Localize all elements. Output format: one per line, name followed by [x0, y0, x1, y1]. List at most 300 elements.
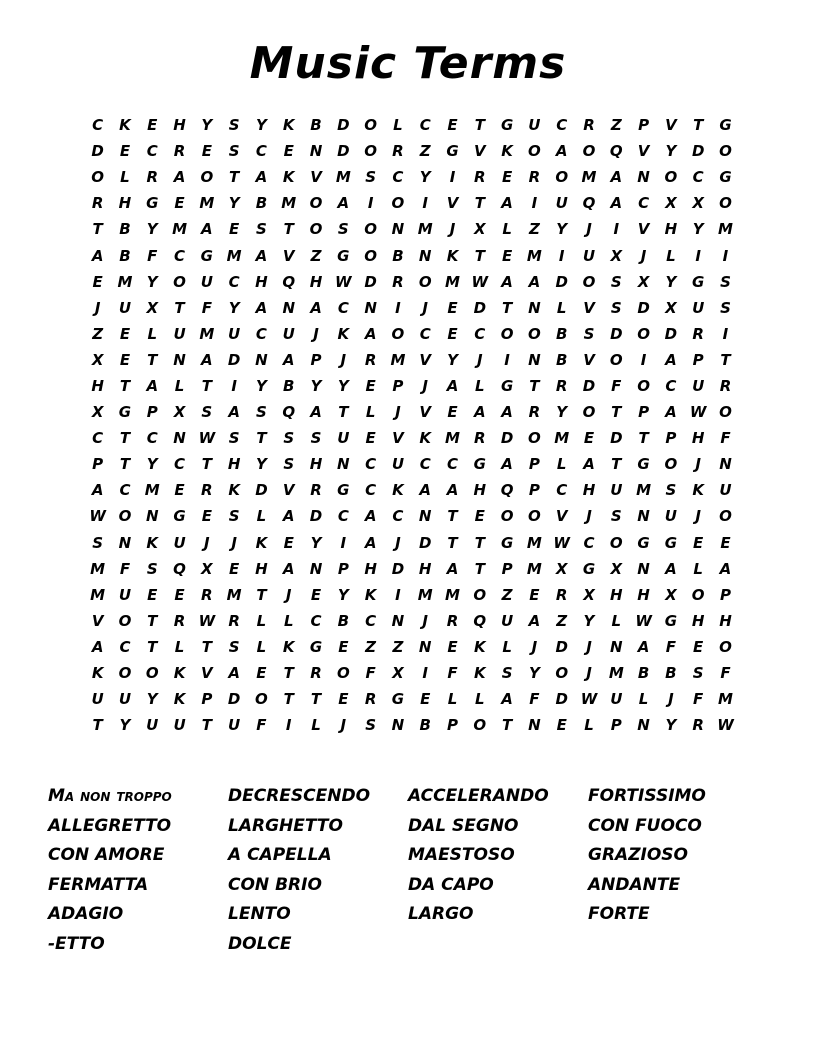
grid-letter: B	[119, 246, 131, 265]
grid-letter: G	[500, 533, 514, 552]
grid-letter: A	[501, 403, 513, 422]
grid-letter: I	[722, 324, 729, 343]
grid-letter: A	[282, 507, 295, 526]
grid-letter: A	[665, 350, 677, 369]
grid-letter: E	[147, 116, 158, 135]
grid-letter: I	[695, 246, 701, 265]
grid-letter: T	[501, 716, 513, 735]
grid-letter: E	[501, 246, 513, 265]
grid-letter: P	[392, 376, 404, 395]
grid-letter: E	[256, 664, 267, 683]
grid-letter: M	[281, 194, 297, 213]
grid-letter: J	[449, 220, 456, 239]
grid-letter: A	[364, 533, 377, 552]
grid-letter: L	[502, 637, 512, 656]
word-list-item: ANDANTE	[588, 874, 681, 895]
grid-letter: X	[146, 298, 159, 317]
grid-letter: S	[720, 272, 731, 291]
grid-letter: H	[473, 481, 487, 500]
grid-letter: P	[528, 481, 540, 500]
grid-letter: R	[364, 350, 377, 369]
grid-letter: R	[310, 481, 322, 500]
grid-letter: F	[693, 690, 704, 709]
grid-letter: N	[637, 559, 650, 578]
word-list-item: DECRESCENDO	[228, 786, 371, 806]
grid-letter: H	[91, 376, 104, 395]
grid-letter: D	[555, 272, 568, 291]
grid-letter: L	[447, 690, 458, 709]
grid-letter: D	[637, 298, 650, 317]
grid-letter: M	[390, 350, 406, 369]
word-list-item: GRAZIOSO	[588, 845, 688, 866]
grid-letter: R	[555, 376, 568, 395]
grid-letter: X	[665, 298, 677, 317]
grid-letter: F	[720, 664, 731, 683]
grid-letter: D	[391, 559, 405, 578]
grid-letter: U	[555, 194, 568, 213]
word-list-item: MAESTOSO	[408, 845, 515, 866]
grid-letter: I	[722, 246, 729, 265]
grid-letter: Z	[610, 116, 622, 135]
grid-letter: R	[364, 690, 377, 709]
grid-letter: A	[528, 611, 541, 630]
grid-letter: X	[392, 664, 404, 683]
grid-letter: O	[500, 324, 514, 343]
grid-letter: V	[201, 664, 213, 683]
grid-letter: S	[692, 664, 704, 683]
grid-letter: N	[719, 455, 732, 474]
grid-letter: A	[665, 403, 677, 422]
grid-letter: Y	[255, 376, 267, 395]
grid-letter: N	[309, 559, 323, 578]
grid-letter: D	[364, 272, 377, 291]
grid-letter: C	[119, 481, 131, 500]
grid-letter: P	[92, 455, 104, 474]
grid-letter: K	[173, 664, 186, 683]
grid-letter: K	[446, 246, 459, 265]
grid-letter: U	[118, 585, 132, 604]
grid-letter: E	[447, 298, 458, 317]
word-list-item: ACCELERANDO	[408, 786, 549, 806]
grid-letter: E	[229, 220, 240, 239]
grid-letter: M	[636, 481, 652, 500]
grid-letter: T	[92, 716, 103, 735]
grid-letter: O	[609, 350, 623, 369]
grid-letter: O	[555, 168, 569, 187]
grid-letter: H	[637, 585, 650, 604]
grid-letter: I	[231, 376, 237, 395]
page-title: Music Terms	[249, 38, 567, 89]
grid-letter: T	[119, 429, 131, 448]
grid-letter: G	[146, 194, 159, 213]
word-list-item: ALLEGRETTO	[48, 815, 172, 836]
grid-letter: E	[283, 533, 294, 552]
grid-letter: X	[610, 559, 623, 578]
grid-letter: A	[446, 559, 459, 578]
grid-letter: W	[553, 533, 570, 552]
grid-row	[84, 295, 739, 321]
grid-letter: J	[586, 507, 592, 526]
grid-letter: D	[227, 690, 241, 709]
grid-letter: T	[119, 455, 131, 474]
grid-letter: L	[256, 611, 267, 630]
grid-letter: Z	[310, 246, 322, 265]
grid-letter: R	[392, 272, 404, 291]
grid-letter: D	[555, 637, 568, 656]
grid-letter: P	[665, 429, 677, 448]
grid-letter: G	[664, 611, 678, 630]
grid-letter: A	[501, 690, 513, 709]
grid-row	[84, 503, 739, 529]
grid-letter: T	[201, 376, 212, 395]
grid-letter: P	[337, 559, 349, 578]
grid-letter: G	[337, 481, 350, 500]
word-list-item: ADAGIO	[48, 904, 124, 925]
grid-letter: X	[610, 246, 623, 265]
grid-letter: Q	[173, 559, 186, 578]
grid-letter: S	[283, 429, 295, 448]
grid-letter: E	[147, 585, 158, 604]
grid-letter: M	[144, 481, 160, 500]
grid-letter: E	[174, 481, 185, 500]
word-list-item: FORTISSIMO	[588, 786, 706, 806]
grid-letter: I	[640, 350, 647, 369]
grid-letter: M	[199, 194, 215, 213]
grid-letter: E	[92, 272, 103, 291]
grid-letter: L	[174, 376, 185, 395]
grid-letter: C	[692, 168, 704, 187]
grid-letter: E	[556, 716, 567, 735]
grid-letter: T	[147, 637, 158, 656]
grid-letter: E	[720, 533, 731, 552]
grid-letter: O	[555, 664, 569, 683]
grid-letter: C	[146, 429, 158, 448]
grid-letter: G	[500, 116, 514, 135]
grid-letter: R	[201, 481, 213, 500]
word-list-item: DA CAPO	[408, 874, 494, 895]
grid-letter: W	[198, 429, 216, 448]
grid-letter: D	[610, 429, 623, 448]
grid-letter: Z	[556, 611, 568, 630]
grid-letter: V	[91, 611, 104, 630]
grid-letter: X	[474, 220, 486, 239]
grid-letter: K	[146, 533, 159, 552]
grid-letter: U	[200, 272, 213, 291]
grid-letter: L	[502, 220, 512, 239]
grid-letter: L	[475, 376, 485, 395]
grid-letter: H	[418, 559, 432, 578]
grid-letter: U	[118, 298, 132, 317]
grid-letter: A	[501, 272, 513, 291]
grid-letter: K	[282, 168, 295, 187]
grid-letter: I	[367, 194, 374, 213]
grid-letter: I	[340, 533, 347, 552]
grid-letter: G	[473, 455, 486, 474]
grid-letter: U	[610, 690, 623, 709]
grid-letter: G	[637, 533, 650, 552]
grid-row	[84, 477, 739, 503]
grid-letter: R	[555, 585, 568, 604]
grid-letter: A	[255, 298, 268, 317]
grid-letter: A	[419, 481, 432, 500]
grid-letter: J	[313, 324, 319, 343]
grid-letter: T	[310, 690, 322, 709]
grid-letter: U	[337, 429, 350, 448]
grid-letter: J	[340, 350, 347, 369]
grid-letter: D	[473, 298, 487, 317]
grid-letter: O	[473, 585, 487, 604]
grid-letter: T	[693, 116, 704, 135]
grid-letter: X	[583, 585, 595, 604]
grid-letter: R	[173, 611, 186, 630]
grid-row	[84, 399, 739, 425]
grid-letter: A	[282, 559, 295, 578]
grid-letter: J	[94, 298, 101, 317]
grid-letter: Y	[665, 272, 677, 291]
grid-letter: E	[119, 142, 131, 161]
grid-letter: G	[692, 272, 705, 291]
grid-letter: P	[146, 403, 158, 422]
grid-letter: W	[580, 690, 598, 709]
grid-letter: U	[719, 481, 732, 500]
grid-letter: S	[146, 559, 158, 578]
grid-letter: S	[228, 507, 240, 526]
grid-letter: Y	[337, 376, 349, 395]
grid-letter: R	[474, 429, 486, 448]
grid-letter: R	[228, 611, 240, 630]
grid-letter: K	[473, 664, 486, 683]
grid-letter: L	[638, 690, 649, 709]
grid-letter: H	[691, 611, 705, 630]
grid-letter: D	[582, 376, 596, 395]
grid-letter: Y	[665, 716, 677, 735]
grid-row	[84, 112, 739, 138]
grid-row	[84, 190, 739, 216]
grid-letter: O	[528, 142, 541, 161]
grid-letter: E	[365, 376, 376, 395]
grid-letter: Q	[473, 611, 487, 630]
grid-letter: B	[337, 611, 350, 630]
grid-letter: U	[146, 716, 159, 735]
grid-letter: Q	[282, 272, 296, 291]
grid-letter: V	[282, 481, 295, 500]
grid-letter: A	[446, 376, 459, 395]
grid-letter: F	[256, 716, 267, 735]
grid-letter: A	[255, 168, 268, 187]
grid-letter: R	[392, 142, 404, 161]
grid-letter: C	[474, 324, 486, 343]
grid-letter: N	[337, 455, 350, 474]
grid-letter: H	[364, 559, 377, 578]
grid-letter: A	[474, 403, 486, 422]
grid-letter: H	[173, 116, 186, 135]
grid-letter: Q	[582, 194, 596, 213]
grid-row	[84, 216, 739, 242]
grid-letter: B	[255, 194, 268, 213]
grid-row	[84, 582, 739, 608]
grid-letter: A	[255, 246, 268, 265]
grid-letter: V	[419, 350, 432, 369]
grid-letter: C	[337, 298, 349, 317]
grid-letter: J	[668, 690, 674, 709]
grid-letter: U	[228, 716, 241, 735]
grid-letter: O	[118, 611, 132, 630]
grid-letter: T	[201, 637, 212, 656]
grid-letter: U	[118, 690, 132, 709]
grid-letter: O	[118, 664, 132, 683]
grid-letter: O	[118, 507, 132, 526]
grid-letter: M	[417, 585, 433, 604]
grid-letter: L	[693, 559, 703, 578]
grid-row	[84, 269, 739, 295]
grid-letter: R	[528, 168, 541, 187]
grid-letter: J	[285, 585, 292, 604]
grid-letter: V	[637, 220, 650, 239]
grid-letter: C	[228, 272, 240, 291]
grid-letter: I	[422, 194, 428, 213]
grid-letter: C	[583, 533, 595, 552]
grid-letter: A	[337, 194, 350, 213]
grid-letter: R	[692, 324, 704, 343]
grid-letter: A	[228, 403, 240, 422]
grid-letter: F	[365, 664, 376, 683]
grid-letter: Y	[146, 455, 158, 474]
grid-letter: T	[119, 376, 131, 395]
grid-letter: K	[119, 116, 131, 135]
grid-letter: E	[201, 507, 212, 526]
grid-letter: A	[555, 142, 568, 161]
grid-letter: G	[719, 116, 732, 135]
grid-letter: O	[200, 168, 214, 187]
grid-letter: D	[610, 324, 623, 343]
grid-letter: U	[692, 298, 705, 317]
grid-letter: N	[418, 637, 432, 656]
grid-letter: P	[638, 116, 650, 135]
grid-letter: T	[256, 585, 267, 604]
grid-letter: M	[90, 585, 106, 604]
word-list-item: CON AMORE	[48, 845, 165, 866]
grid-letter: C	[174, 455, 186, 474]
grid-letter: M	[335, 168, 351, 187]
grid-row	[84, 138, 739, 164]
grid-letter: O	[145, 664, 159, 683]
grid-letter: P	[692, 350, 704, 369]
grid-letter: C	[556, 481, 568, 500]
grid-letter: K	[692, 481, 704, 500]
grid-letter: D	[309, 507, 323, 526]
grid-letter: H	[719, 611, 732, 630]
grid-letter: A	[310, 403, 322, 422]
grid-letter: J	[586, 220, 592, 239]
grid-letter: F	[447, 664, 458, 683]
grid-letter: O	[418, 272, 432, 291]
grid-letter: M	[117, 272, 133, 291]
grid-letter: H	[255, 559, 268, 578]
grid-letter: A	[310, 298, 322, 317]
grid-letter: F	[720, 429, 731, 448]
grid-letter: W	[198, 611, 216, 630]
grid-letter: H	[118, 194, 132, 213]
grid-letter: A	[201, 220, 213, 239]
grid-letter: E	[338, 637, 349, 656]
grid-letter: U	[610, 481, 623, 500]
grid-letter: T	[638, 429, 649, 448]
grid-letter: W	[717, 716, 734, 735]
grid-letter: H	[255, 272, 268, 291]
grid-letter: V	[637, 142, 650, 161]
grid-letter: J	[586, 664, 592, 683]
grid-letter: G	[173, 507, 186, 526]
grid-letter: M	[90, 559, 106, 578]
grid-letter: W	[471, 272, 489, 291]
grid-letter: C	[337, 507, 349, 526]
grid-letter: V	[474, 142, 486, 161]
grid-letter: C	[174, 246, 186, 265]
grid-letter: D	[500, 429, 514, 448]
grid-letter: D	[91, 142, 104, 161]
grid-letter: R	[528, 403, 541, 422]
grid-letter: O	[91, 168, 105, 187]
grid-letter: J	[477, 350, 483, 369]
grid-letter: O	[637, 376, 650, 395]
grid-letter: Y	[692, 220, 704, 239]
grid-letter: S	[365, 168, 377, 187]
grid-letter: J	[422, 298, 428, 317]
grid-letter: K	[473, 637, 486, 656]
grid-letter: V	[446, 194, 459, 213]
grid-letter: C	[419, 455, 431, 474]
grid-letter: I	[422, 664, 428, 683]
grid-letter: C	[419, 116, 431, 135]
grid-letter: P	[501, 559, 513, 578]
grid-letter: S	[665, 481, 677, 500]
grid-letter: O	[528, 429, 541, 448]
grid-letter: S	[583, 324, 595, 343]
grid-letter: Y	[528, 664, 540, 683]
grid-letter: Z	[528, 220, 540, 239]
grid-letter: T	[611, 455, 622, 474]
grid-letter: G	[446, 142, 459, 161]
grid-letter: F	[147, 246, 158, 265]
grid-letter: N	[528, 350, 541, 369]
grid-row	[84, 556, 739, 582]
grid-letter: N	[364, 298, 377, 317]
grid-letter: S	[283, 455, 295, 474]
grid-letter: L	[174, 637, 185, 656]
grid-letter: O	[719, 403, 732, 422]
grid-letter: X	[173, 403, 186, 422]
grid-letter: T	[501, 298, 513, 317]
grid-letter: W	[689, 403, 707, 422]
grid-letter: O	[691, 585, 705, 604]
grid-letter: H	[582, 481, 596, 500]
grid-letter: A	[665, 559, 677, 578]
grid-letter: M	[581, 168, 597, 187]
grid-letter: J	[422, 611, 428, 630]
grid-letter: C	[92, 429, 104, 448]
grid-letter: A	[91, 246, 104, 265]
grid-letter: S	[256, 403, 267, 422]
grid-letter: O	[719, 194, 732, 213]
grid-letter: N	[637, 168, 650, 187]
grid-letter: N	[391, 611, 405, 630]
grid-letter: W	[635, 611, 652, 630]
grid-row	[84, 634, 739, 660]
grid-letter: E	[447, 637, 458, 656]
grid-letter: R	[310, 664, 322, 683]
grid-letter: T	[474, 246, 485, 265]
grid-letter: U	[692, 376, 705, 395]
